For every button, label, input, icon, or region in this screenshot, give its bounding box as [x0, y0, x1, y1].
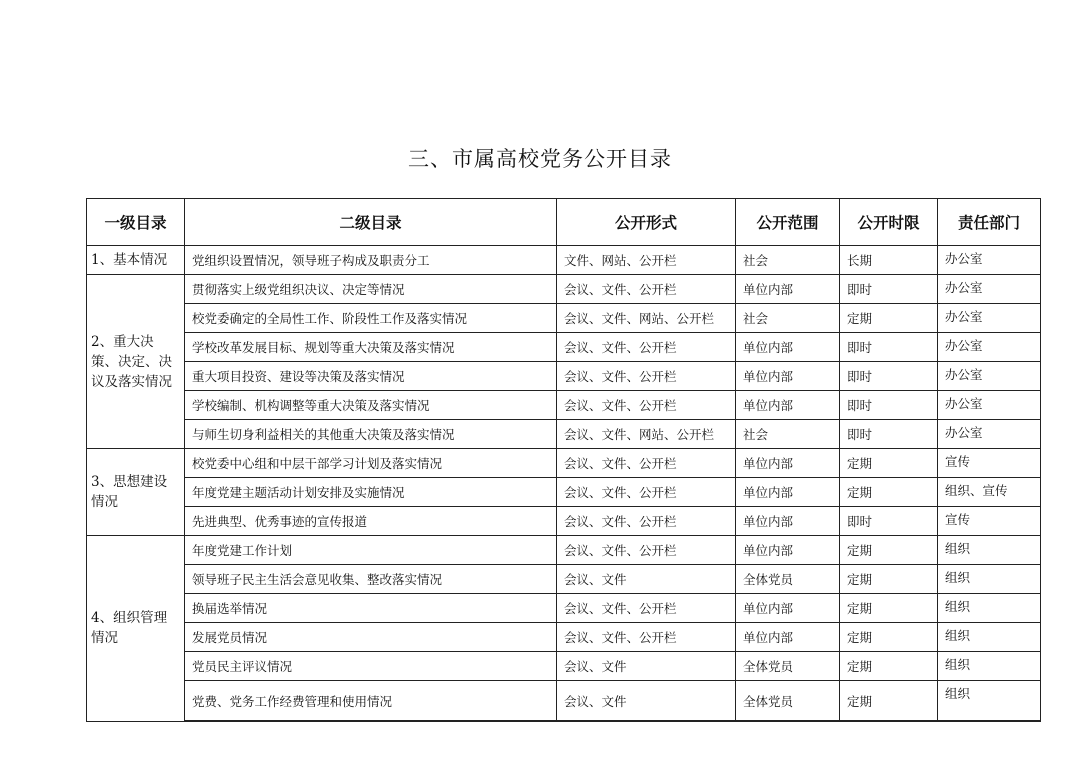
level1-category-cell: 1、基本情况	[87, 246, 185, 275]
item-cell: 学校改革发展目标、规划等重大决策及落实情况	[185, 333, 557, 362]
period-cell: 定期	[840, 304, 938, 333]
dept-cell: 组织	[938, 594, 1041, 623]
period-cell: 定期	[840, 681, 938, 722]
page-title: 三、市属高校党务公开目录	[408, 147, 672, 171]
item-cell: 发展党员情况	[185, 623, 557, 652]
period-cell: 定期	[840, 652, 938, 681]
form-cell: 会议、文件、公开栏	[557, 362, 736, 391]
form-cell: 会议、文件、公开栏	[557, 391, 736, 420]
header-level1: 一级目录	[87, 199, 185, 246]
dept-cell: 办公室	[938, 246, 1041, 275]
scope-cell: 单位内部	[736, 275, 840, 304]
dept-cell: 宣传	[938, 507, 1041, 536]
scope-cell: 全体党员	[736, 652, 840, 681]
item-cell: 贯彻落实上级党组织决议、决定等情况	[185, 275, 557, 304]
table-row	[87, 623, 1041, 652]
period-cell: 定期	[840, 565, 938, 594]
scope-cell: 单位内部	[736, 391, 840, 420]
table-row	[87, 565, 1041, 594]
dept-cell: 组织	[938, 681, 1041, 722]
item-cell: 党费、党务工作经费管理和使用情况	[185, 681, 557, 722]
scope-cell: 单位内部	[736, 536, 840, 565]
scope-cell: 单位内部	[736, 594, 840, 623]
table-body	[87, 246, 1041, 722]
dept-cell: 组织	[938, 652, 1041, 681]
dept-cell: 组织、宣传	[938, 478, 1041, 507]
period-cell: 即时	[840, 362, 938, 391]
table-row	[87, 478, 1041, 507]
level1-category-cell: 3、思想建设情况	[87, 449, 185, 536]
form-cell: 会议、文件、公开栏	[557, 507, 736, 536]
period-cell: 定期	[840, 594, 938, 623]
form-cell: 会议、文件、公开栏	[557, 275, 736, 304]
form-cell: 会议、文件	[557, 652, 736, 681]
table-row	[87, 536, 1041, 565]
header-dept: 责任部门	[938, 199, 1041, 246]
table-row	[87, 652, 1041, 681]
dept-cell: 组织	[938, 623, 1041, 652]
item-cell: 党员民主评议情况	[185, 652, 557, 681]
scope-cell: 单位内部	[736, 507, 840, 536]
form-cell: 会议、文件、公开栏	[557, 449, 736, 478]
header-row	[87, 199, 1041, 246]
scope-cell: 社会	[736, 246, 840, 275]
header-period: 公开时限	[840, 199, 938, 246]
form-cell: 会议、文件、网站、公开栏	[557, 304, 736, 333]
item-cell: 换届选举情况	[185, 594, 557, 623]
dept-cell: 办公室	[938, 362, 1041, 391]
period-cell: 即时	[840, 275, 938, 304]
period-cell: 定期	[840, 536, 938, 565]
dept-cell: 办公室	[938, 304, 1041, 333]
item-cell: 学校编制、机构调整等重大决策及落实情况	[185, 391, 557, 420]
dept-cell: 组织	[938, 565, 1041, 594]
scope-cell: 单位内部	[736, 449, 840, 478]
dept-cell: 组织	[938, 536, 1041, 565]
scope-cell: 单位内部	[736, 362, 840, 391]
table-row	[87, 391, 1041, 420]
table-row	[87, 333, 1041, 362]
item-cell: 与师生切身利益相关的其他重大决策及落实情况	[185, 420, 557, 449]
item-cell: 校党委确定的全局性工作、阶段性工作及落实情况	[185, 304, 557, 333]
table-row	[87, 449, 1041, 478]
header-scope: 公开范围	[736, 199, 840, 246]
item-cell: 党组织设置情况，领导班子构成及职责分工	[185, 246, 557, 275]
form-cell: 会议、文件、公开栏	[557, 594, 736, 623]
dept-cell: 办公室	[938, 391, 1041, 420]
period-cell: 定期	[840, 623, 938, 652]
table-row	[87, 246, 1041, 275]
form-cell: 文件、网站、公开栏	[557, 246, 736, 275]
item-cell: 年度党建主题活动计划安排及实施情况	[185, 478, 557, 507]
period-cell: 长期	[840, 246, 938, 275]
dept-cell: 办公室	[938, 333, 1041, 362]
dept-cell: 办公室	[938, 275, 1041, 304]
table-row	[87, 304, 1041, 333]
table-row	[87, 507, 1041, 536]
disclosure-catalog-table	[86, 198, 1041, 722]
table-row	[87, 362, 1041, 391]
header-form: 公开形式	[557, 199, 736, 246]
table-row	[87, 420, 1041, 449]
item-cell: 校党委中心组和中层干部学习计划及落实情况	[185, 449, 557, 478]
item-cell: 重大项目投资、建设等决策及落实情况	[185, 362, 557, 391]
form-cell: 会议、文件、公开栏	[557, 536, 736, 565]
scope-cell: 单位内部	[736, 478, 840, 507]
item-cell: 年度党建工作计划	[185, 536, 557, 565]
level1-category-cell: 4、组织管理情况	[87, 536, 185, 722]
form-cell: 会议、文件、公开栏	[557, 623, 736, 652]
dept-cell: 办公室	[938, 420, 1041, 449]
table-row	[87, 681, 1041, 722]
scope-cell: 单位内部	[736, 333, 840, 362]
form-cell: 会议、文件、公开栏	[557, 333, 736, 362]
scope-cell: 全体党员	[736, 681, 840, 722]
form-cell: 会议、文件	[557, 565, 736, 594]
form-cell: 会议、文件、网站、公开栏	[557, 420, 736, 449]
header-level2: 二级目录	[185, 199, 557, 246]
form-cell: 会议、文件、公开栏	[557, 478, 736, 507]
scope-cell: 社会	[736, 420, 840, 449]
item-cell: 先进典型、优秀事迹的宣传报道	[185, 507, 557, 536]
level1-category-cell: 2、重大决策、决定、决议及落实情况	[87, 275, 185, 449]
period-cell: 即时	[840, 333, 938, 362]
period-cell: 定期	[840, 478, 938, 507]
form-cell: 会议、文件	[557, 681, 736, 722]
dept-cell: 宣传	[938, 449, 1041, 478]
item-cell: 领导班子民主生活会意见收集、整改落实情况	[185, 565, 557, 594]
table-row	[87, 275, 1041, 304]
table-row	[87, 594, 1041, 623]
scope-cell: 社会	[736, 304, 840, 333]
scope-cell: 全体党员	[736, 565, 840, 594]
period-cell: 定期	[840, 449, 938, 478]
scope-cell: 单位内部	[736, 623, 840, 652]
period-cell: 即时	[840, 420, 938, 449]
period-cell: 即时	[840, 391, 938, 420]
period-cell: 即时	[840, 507, 938, 536]
